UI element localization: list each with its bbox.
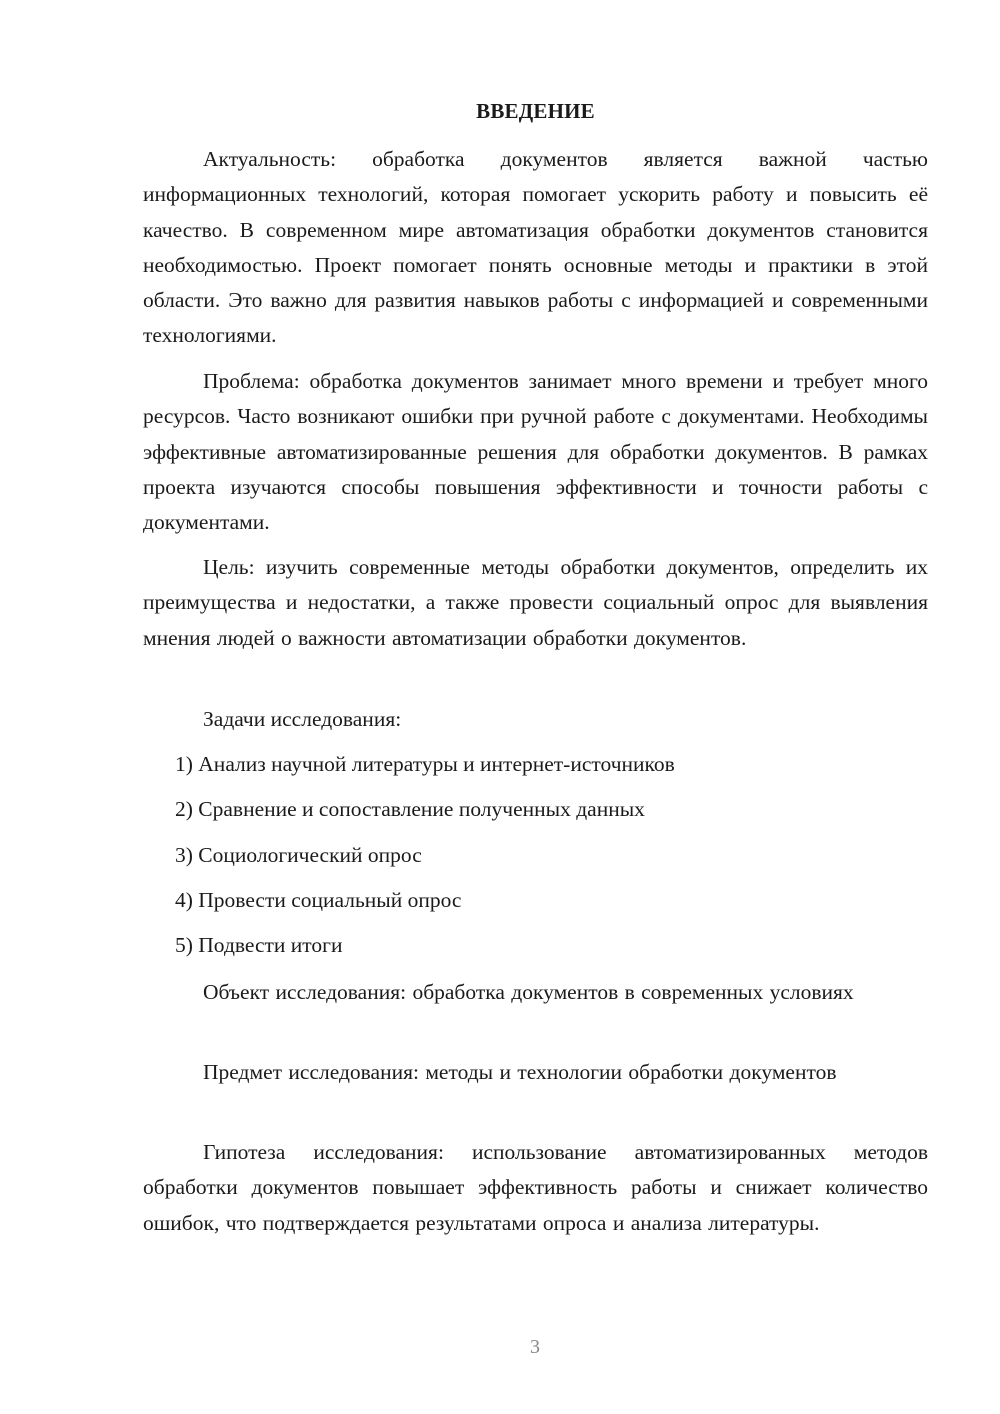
task-item-2: 2) Сравнение и сопоставление полученных данных [175, 797, 645, 821]
task-item-3: 3) Социологический опрос [175, 843, 422, 867]
task-item-1: 1) Анализ научной литературы и интернет-источников [175, 752, 675, 776]
paragraph-object: Объект исследования: обработка документов в современных условиях [203, 980, 854, 1004]
task-item-5: 5) Подвести итоги [175, 933, 343, 957]
paragraph-goal: Цель: изучить современные методы обработки документов, определить их преимущества и недостатки, а также провести социальный опрос для выявления мнения людей о важности автоматизации обработки документов. [143, 555, 928, 650]
page-title: ВВЕДЕНИЕ [476, 99, 595, 123]
paragraph-subject: Предмет исследования: методы и технологии обработки документов [203, 1060, 837, 1084]
page-number: 3 [530, 1336, 540, 1358]
paragraph-problem: Проблема: обработка документов занимает много времени и требует много ресурсов. Часто возникают ошибки при ручной работе с документами. Необходимы эффективные автоматизированные решения для обработки документов. В рамках проекта изучаются способы повышения эффективности и точности работы с документами. [143, 369, 928, 535]
task-item-4: 4) Провести социальный опрос [175, 888, 462, 912]
paragraph-hypothesis: Гипотеза исследования: использование автоматизированных методов обработки документов повышает эффективность работы и снижает количество ошибок, что подтверждается результатами опроса и анализа литературы. [143, 1140, 928, 1235]
tasks-heading: Задачи исследования: [203, 707, 402, 731]
paragraph-relevance: Актуальность: обработка документов является важной частью информационных технологий, которая помогает ускорить работу и повысить её качество. В современном мире автоматизация обработки документов становится необходимостью. Проект помогает понять основные методы и практики в этой области. Это важно для развития навыков работы с информацией и современными технологиями. [143, 147, 928, 348]
